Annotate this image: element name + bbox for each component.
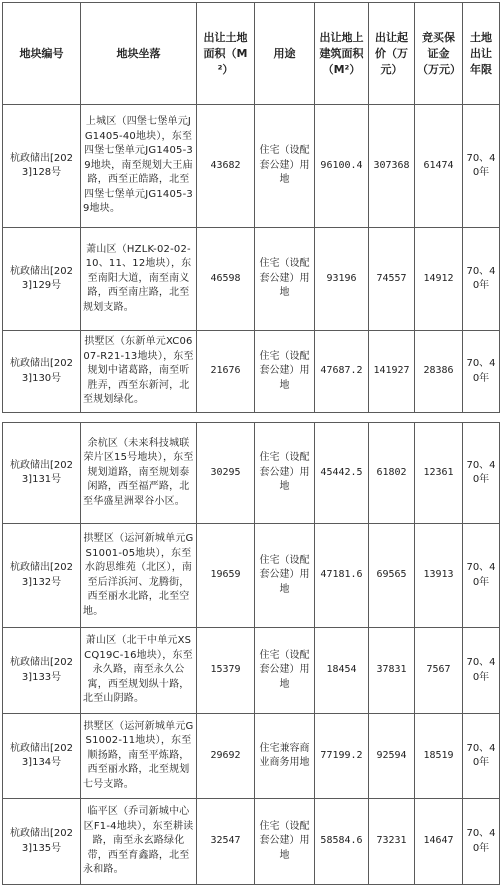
header-start-price: 出让起价（万元） (369, 3, 415, 105)
parcel-use: 住宅（设配套公建）用地 (255, 524, 315, 628)
parcel-deposit: 14912 (415, 228, 463, 331)
parcel-start-price: 141927 (369, 331, 415, 413)
parcel-deposit: 7567 (415, 628, 463, 714)
parcel-location: 余杭区（未来科技城联荣片区15号地块），东至规划道路，南至规划泰闲路，西至福严路，北至华盛星洲翠谷小区。 (81, 423, 197, 524)
parcel-location: 拱墅区（东新单元XC0607-R21-13地块），东至规划中诸葛路，南至听胜弄，西至东新河，北至规划绿化。 (81, 331, 197, 413)
table-row (3, 628, 500, 714)
parcel-start-price: 307368 (369, 105, 415, 228)
parcel-start-price: 92594 (369, 714, 415, 799)
parcel-deposit: 61474 (415, 105, 463, 228)
parcel-term: 70、40年 (463, 228, 500, 331)
header-id: 地块编号 (3, 3, 81, 105)
parcel-use: 住宅（设配套公建）用地 (255, 628, 315, 714)
parcel-id: 杭政储出[2023]132号 (3, 524, 81, 628)
header-term: 土地出让年限 (463, 3, 500, 105)
parcel-term: 70、40年 (463, 105, 500, 228)
table-row (3, 799, 500, 885)
parcel-use: 住宅（设配套公建）用地 (255, 423, 315, 524)
parcel-id: 杭政储出[2023]128号 (3, 105, 81, 228)
parcel-deposit: 28386 (415, 331, 463, 413)
parcel-area: 29692 (197, 714, 255, 799)
parcel-id: 杭政储出[2023]131号 (3, 423, 81, 524)
parcel-use: 住宅（设配套公建）用地 (255, 799, 315, 885)
parcel-start-price: 73231 (369, 799, 415, 885)
parcel-location: 萧山区（HZLK-02-02-10、11、12地块），东至南阳大道，南至南义路，西至南庄路，北至规划支路。 (81, 228, 197, 331)
parcel-area: 43682 (197, 105, 255, 228)
parcel-build-area: 96100.4 (315, 105, 369, 228)
parcel-area: 32547 (197, 799, 255, 885)
parcel-area: 15379 (197, 628, 255, 714)
parcel-build-area: 45442.5 (315, 423, 369, 524)
parcel-deposit: 14647 (415, 799, 463, 885)
parcel-term: 70、40年 (463, 331, 500, 413)
parcel-build-area: 77199.2 (315, 714, 369, 799)
table-row (3, 714, 500, 799)
parcel-area: 30295 (197, 423, 255, 524)
table-row (3, 331, 500, 413)
header-deposit: 竞买保证金（万元） (415, 3, 463, 105)
parcel-term: 70、40年 (463, 714, 500, 799)
parcel-id: 杭政储出[2023]134号 (3, 714, 81, 799)
parcel-build-area: 47181.6 (315, 524, 369, 628)
parcel-start-price: 69565 (369, 524, 415, 628)
parcel-build-area: 93196 (315, 228, 369, 331)
parcel-term: 70、40年 (463, 524, 500, 628)
parcel-location: 拱墅区（运河新城单元GS1001-05地块），东至水韵思维苑（北区），南至后洋浜河、龙腾街，西至丽水北路，北至空地。 (81, 524, 197, 628)
parcel-id: 杭政储出[2023]133号 (3, 628, 81, 714)
header-area: 出让土地面积（M²） (197, 3, 255, 105)
table-row (3, 423, 500, 524)
parcel-id: 杭政储出[2023]135号 (3, 799, 81, 885)
parcel-location: 拱墅区（运河新城单元GS1002-11地块），东至顺扬路，南至平炼路，西至丽水路，北至规划七号支路。 (81, 714, 197, 799)
parcel-start-price: 74557 (369, 228, 415, 331)
header-location: 地块坐落 (81, 3, 197, 105)
parcel-term: 70、40年 (463, 423, 500, 524)
parcel-location: 临平区（乔司新城中心区F1-4地块），东至耕读路，南至永玄路绿化带，西至育鑫路，北至永和路。 (81, 799, 197, 885)
parcel-use: 住宅（设配套公建）用地 (255, 105, 315, 228)
parcel-term: 70、40年 (463, 799, 500, 885)
parcel-build-area: 18454 (315, 628, 369, 714)
header-row (3, 3, 500, 105)
parcel-use: 住宅（设配套公建）用地 (255, 228, 315, 331)
parcel-use: 住宅（设配套公建）用地 (255, 331, 315, 413)
parcel-start-price: 61802 (369, 423, 415, 524)
parcel-deposit: 18519 (415, 714, 463, 799)
page-break-gap (0, 413, 501, 422)
parcel-build-area: 58584.6 (315, 799, 369, 885)
parcel-location: 上城区（四堡七堡单元JG1405-40地块），东至四堡七堡单元JG1405-39地块，南至规划大王庙路，西至正皓路，北至四堡七堡单元JG1405-39地块。 (81, 105, 197, 228)
table-row (3, 105, 500, 228)
parcel-deposit: 13913 (415, 524, 463, 628)
parcel-deposit: 12361 (415, 423, 463, 524)
header-build-area: 出让地上建筑面积（M²） (315, 3, 369, 105)
parcel-use: 住宅兼容商业商务用地 (255, 714, 315, 799)
parcel-id: 杭政储出[2023]130号 (3, 331, 81, 413)
parcel-term: 70、40年 (463, 628, 500, 714)
land-parcel-table-top (2, 2, 500, 413)
parcel-location: 萧山区（北干中单元XSCQ19C-16地块），东至永久路，南至永久公寓，西至规划纵十路，北至山阴路。 (81, 628, 197, 714)
parcel-build-area: 47687.2 (315, 331, 369, 413)
parcel-id: 杭政储出[2023]129号 (3, 228, 81, 331)
table-row (3, 524, 500, 628)
parcel-area: 21676 (197, 331, 255, 413)
header-use: 用途 (255, 3, 315, 105)
parcel-area: 46598 (197, 228, 255, 331)
parcel-area: 19659 (197, 524, 255, 628)
land-parcel-table-bottom (2, 422, 500, 885)
parcel-start-price: 37831 (369, 628, 415, 714)
table-row (3, 228, 500, 331)
